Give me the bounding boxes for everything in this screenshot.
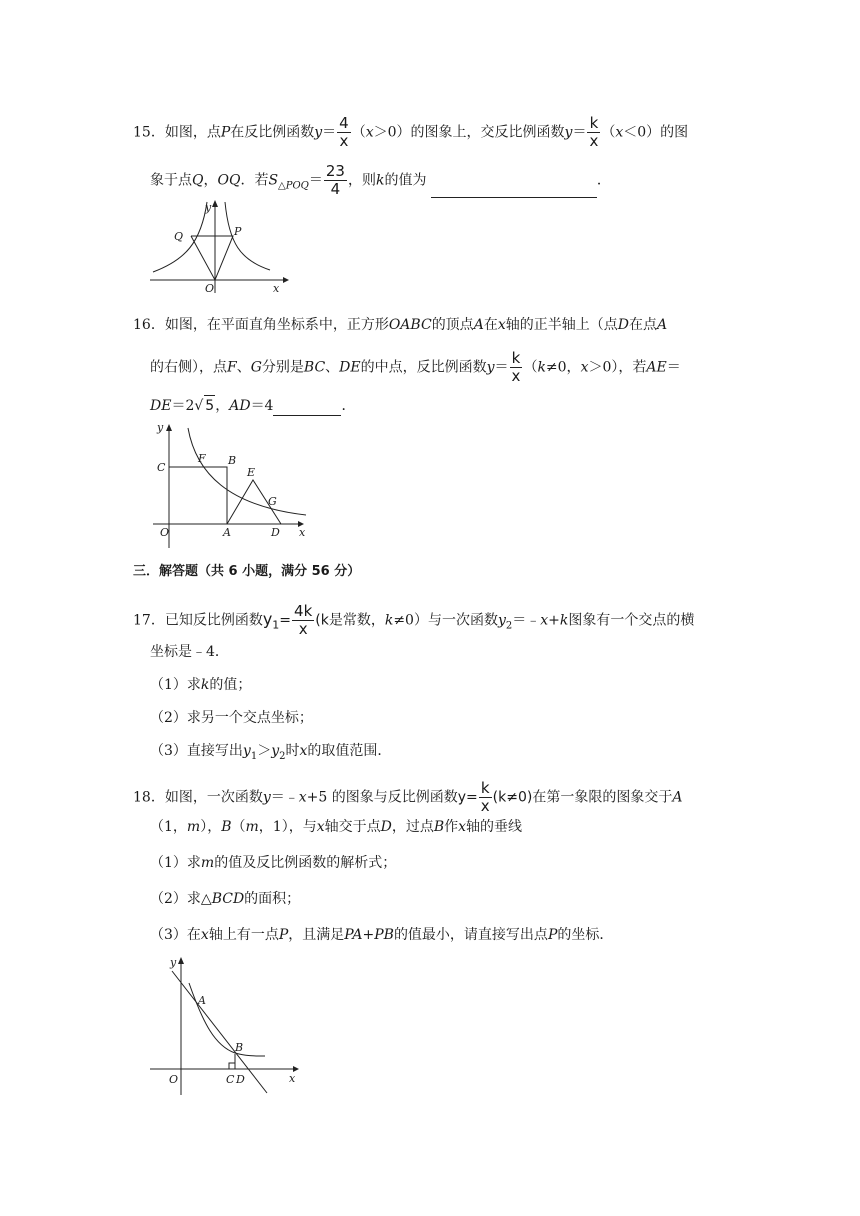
label-c: C [226, 1073, 235, 1086]
text: （1， [150, 819, 187, 835]
text: ．若 [240, 172, 269, 189]
y-arrow-icon [178, 957, 184, 964]
q17-line-1 [133, 603, 694, 638]
text: ≠0）与一次函数 [393, 612, 498, 629]
text: +5 的图象与反比例函数 [306, 789, 458, 806]
var: D [617, 317, 629, 333]
q17-part-2: （2）求另一个交点坐标； [150, 710, 313, 726]
text: 轴交于点 [324, 819, 381, 835]
text: ＝ [494, 359, 509, 376]
x-arrow-icon [283, 277, 289, 283]
var: OQ [217, 172, 241, 189]
label-a: A [223, 526, 231, 539]
denominator: x [589, 132, 599, 150]
var: x [365, 124, 374, 141]
q18-part-2 [150, 889, 300, 909]
text: （2）求△ [150, 891, 212, 907]
var: F [227, 359, 237, 376]
text: ＝2 [171, 398, 195, 414]
fraction-k-over-x [510, 350, 523, 385]
var: B [433, 819, 445, 835]
var: k [537, 359, 546, 376]
text: 的值为 [384, 172, 427, 189]
text: 作 [444, 819, 459, 835]
text: ． [596, 172, 611, 189]
numerator: k [479, 780, 492, 798]
subscript: 1 [250, 750, 258, 762]
q18-figure [145, 953, 305, 1098]
q17-part-3 [150, 741, 391, 767]
text: 图象有一个交点的横 [568, 612, 695, 629]
y-arrow-icon [212, 200, 218, 207]
var: PA+PB [344, 927, 394, 943]
var: x [299, 743, 308, 759]
text: ＜0）的图 [623, 124, 689, 141]
var: m [245, 819, 259, 835]
q15-figure [145, 198, 290, 295]
subscript: 2 [279, 750, 286, 762]
var: BCD [211, 891, 245, 907]
var: S [268, 172, 279, 189]
q18-line-2 [150, 817, 522, 837]
var: D [380, 819, 392, 835]
text: 如图，点 [164, 124, 221, 141]
numerator: k [510, 350, 523, 368]
var: x [298, 789, 307, 806]
var: y [262, 609, 273, 629]
label-o: O [160, 526, 170, 539]
var: A [656, 317, 668, 333]
var: k [320, 612, 329, 629]
q16-figure [148, 418, 310, 550]
triangle-poq [191, 236, 233, 280]
q16-number: 16． [133, 317, 165, 333]
var: y [242, 743, 251, 759]
q16-line-2 [150, 350, 681, 385]
q16-line-3: DE＝2√ 5，AD＝4 ． [150, 395, 355, 416]
text: 已知反比例函数 [164, 612, 263, 629]
var: x [316, 819, 325, 835]
subscript: 2 [505, 620, 513, 632]
text: 分别是 [261, 359, 304, 376]
right-angle-mark [229, 1063, 235, 1069]
var: m [186, 819, 201, 835]
q17-number: 17． [133, 612, 165, 629]
label-b: B [228, 454, 237, 467]
var: G [250, 359, 262, 376]
label-d: D [271, 526, 280, 539]
text: 在反比例函数 [230, 124, 315, 141]
text: 的值及反比例函数的解析式； [214, 855, 397, 871]
text: 的值最小，请直接写出点 [393, 927, 548, 943]
var: B [221, 819, 232, 835]
var: DE [339, 359, 361, 376]
text: （ [601, 124, 616, 141]
var: x [497, 317, 506, 333]
text: 轴的正半轴上（点 [505, 317, 618, 333]
var: AD [229, 398, 251, 414]
text: + [548, 612, 560, 629]
q18-part-3 [150, 925, 613, 945]
numerator: 4 [339, 114, 349, 132]
label-a: A [198, 994, 206, 1007]
text: ． [341, 398, 356, 414]
var: x [540, 612, 549, 629]
text: 在点 [628, 317, 657, 333]
text: ， [215, 398, 230, 414]
text: 的值； [209, 677, 252, 693]
numerator: 4k [294, 602, 313, 620]
denominator: 4 [330, 180, 341, 198]
answer-blank[interactable] [431, 183, 597, 198]
text: ， [203, 172, 218, 189]
fraction-k-over-x [479, 780, 492, 815]
text: ＝ [308, 172, 323, 189]
text: ( [315, 612, 321, 629]
text: 时 [285, 743, 300, 759]
q17-line-2: 坐标是﹣4． [150, 644, 229, 660]
answer-blank[interactable] [273, 401, 341, 416]
text: ，则 [347, 172, 376, 189]
var: y [457, 789, 467, 806]
text: ，过点 [391, 819, 434, 835]
text: 的中点，反比例函数 [360, 359, 487, 376]
text: （ [523, 359, 538, 376]
text: （ [351, 124, 366, 141]
var: y [486, 359, 495, 376]
label-b: B [235, 1041, 244, 1054]
text: 象于点 [150, 172, 192, 189]
text: 的坐标． [557, 927, 614, 943]
text: ＝ [572, 124, 587, 141]
var: y [271, 743, 280, 759]
square-oabc [169, 467, 227, 524]
text: = [466, 789, 478, 806]
denominator: x [339, 132, 349, 150]
text: 如图，在平面直角坐标系中，正方形 [164, 317, 389, 333]
var: k [200, 677, 210, 693]
text: ＝ [322, 124, 337, 141]
label-x: x [289, 1072, 296, 1085]
fraction-4-over-x [337, 115, 351, 150]
line-y-neg-x-plus-5 [172, 971, 267, 1093]
text: （1）求 [150, 677, 201, 693]
var: k [384, 612, 394, 629]
text: ＞0）的图象上，交反比例函数 [373, 124, 565, 141]
label-o: O [205, 282, 215, 295]
subscript: 1 [272, 618, 280, 632]
denominator: x [298, 620, 308, 638]
sqrt-radicand: 5 [204, 395, 215, 416]
var: y [262, 789, 271, 806]
var: OABC [388, 317, 432, 333]
label-g: G [268, 495, 277, 508]
text: ，1），与 [258, 819, 317, 835]
text: ，且满足 [288, 927, 345, 943]
var: AE [646, 359, 667, 376]
label-x: x [299, 526, 306, 539]
label-y: y [157, 421, 164, 434]
label-o: O [169, 1073, 179, 1086]
label-y: y [170, 956, 177, 969]
var: P [278, 927, 289, 943]
section-3-heading: 三．解答题（共 6 小题，满分 56 分） [133, 564, 361, 579]
var: P [547, 927, 558, 943]
label-d: D [236, 1073, 245, 1086]
label-y: y [205, 201, 212, 214]
subscript: △POQ [278, 180, 309, 192]
text: ＝4 [250, 398, 274, 414]
numerator: k [587, 115, 600, 133]
denominator: x [511, 367, 521, 385]
text: 的面积； [244, 891, 301, 907]
q18-line-1 [133, 780, 682, 815]
fraction-k-over-x [587, 115, 600, 150]
label-e: E [247, 466, 256, 479]
text: ＞0），若 [588, 359, 647, 376]
text: 在 [483, 317, 498, 333]
text: 轴上有一点 [208, 927, 279, 943]
q15-line-1 [133, 115, 688, 150]
var: A [473, 317, 484, 333]
var: y [314, 124, 323, 141]
text: ＝﹣ [270, 789, 299, 806]
var: x [615, 124, 624, 141]
var: P [220, 124, 231, 141]
text: （3）直接写出 [150, 743, 243, 759]
var: DE [150, 398, 172, 414]
text: 、 [325, 359, 340, 376]
text: 的取值范围． [307, 743, 392, 759]
var: x [200, 927, 209, 943]
q18-number: 18． [133, 789, 165, 806]
text: （3）在 [150, 927, 201, 943]
text: 轴的垂线 [466, 819, 523, 835]
q16-line-1 [133, 315, 667, 335]
fraction-23-over-4 [324, 163, 347, 198]
var: m [200, 855, 215, 871]
text: (k≠0) [492, 789, 533, 806]
text: ）， [200, 819, 222, 835]
text: 的顶点 [431, 317, 474, 333]
var: BC [303, 359, 326, 376]
q17-part-1 [150, 675, 251, 695]
text: ＝﹣ [512, 612, 541, 629]
q15-number: 15． [133, 124, 165, 141]
q18-part-1 [150, 853, 396, 873]
text: （ [231, 819, 246, 835]
text: 、 [236, 359, 251, 376]
text: = [279, 612, 292, 629]
label-p: P [234, 225, 242, 238]
q15-line-2 [150, 163, 611, 198]
text: ≠0， [545, 359, 581, 376]
text: 的右侧），点 [150, 359, 227, 376]
text: （1）求 [150, 855, 201, 871]
y-arrow-icon [166, 424, 172, 431]
var: k [559, 612, 569, 629]
var: k [375, 172, 385, 189]
numerator: 23 [325, 162, 345, 180]
var: Q [192, 172, 204, 189]
text: 是常数， [328, 612, 385, 629]
text: ＞ [257, 743, 272, 759]
var: A [672, 789, 683, 806]
label-c: C [157, 461, 166, 474]
label-f: F [198, 452, 206, 465]
text: ＝ [666, 359, 681, 376]
var: y [497, 612, 506, 629]
var: x [458, 819, 467, 835]
text: 如图，一次函数 [164, 789, 263, 806]
label-x: x [273, 282, 280, 295]
var: y [564, 124, 573, 141]
denominator: x [480, 797, 490, 815]
label-q: Q [174, 230, 184, 243]
fraction-4k-over-x [292, 603, 314, 638]
text: 在第一象限的图象交于 [532, 789, 673, 806]
var: x [580, 359, 589, 376]
